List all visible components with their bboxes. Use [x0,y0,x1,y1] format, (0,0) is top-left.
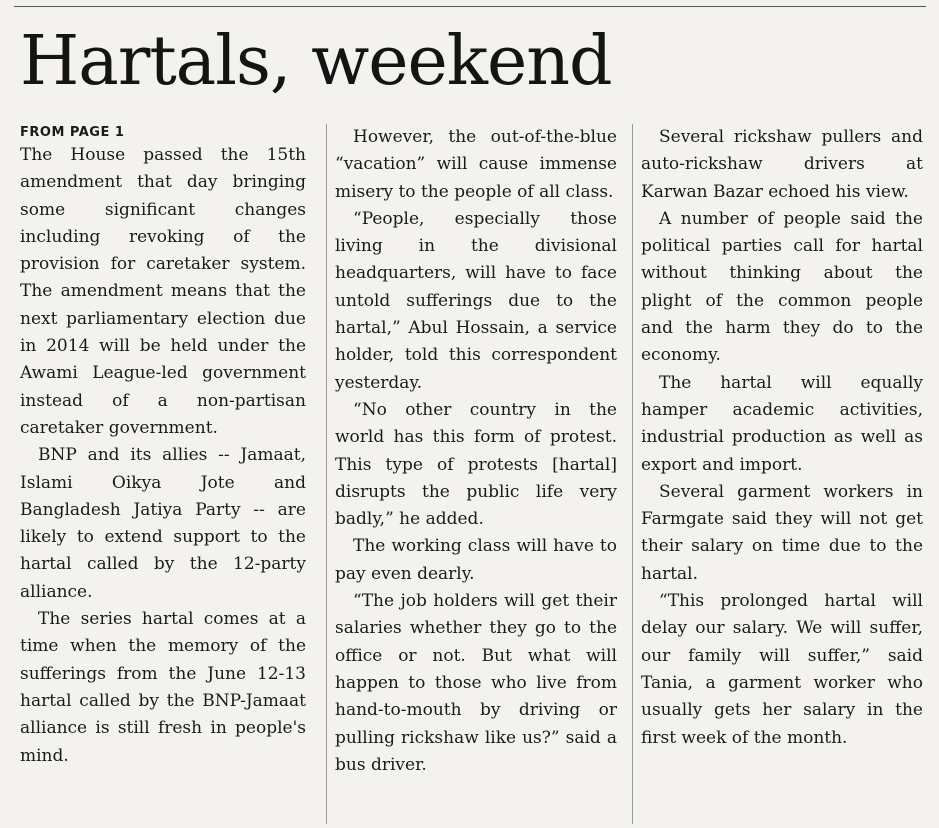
column-2 [326,124,617,824]
paragraph: A number of people said the political parties call for hartal without thinking about the plight of the common people and the harm they do to the economy. [641,208,923,366]
paragraph: “The job holders will get their salaries whether they go to the office or not. But what will happen to those who live from hand-to-mouth by driving or pulling rickshaw like us?” said a bus driver. [335,591,617,775]
paragraph: The hartal will equally hamper academic activities, industrial production as well as export and import. [641,372,923,475]
paragraph: “No other country in the world has this form of protest. This type of protests [hartal] disrupts the public life very badly,” he added. [335,399,617,530]
paragraph: Several garment workers in Farmgate said they will not get their salary on time due to the hartal. [641,481,923,584]
paragraph: However, the out-of-the-blue “vacation” will cause immense misery to the people of all class. [335,127,617,202]
headline: Hartals, weekend [20,22,612,101]
paragraph: “This prolonged hartal will delay our salary. We will suffer, our family will suffer,” said Tania, a garment worker who usually gets her salary in the first week of the month. [641,591,923,748]
paragraph: The House passed the 15th amendment that day bringing some significant changes including revoking of the provision for caretaker system. The amendment means that the next parliamentary election due in 2014 will be held under the Awami League-led government instead of a non-partisan caretaker government. [20,145,306,438]
paragraph: “People, especially those living in the divisional headquarters, will have to face untold sufferings due to the hartal,” Abul Hossain, a service holder, told this correspondent yesterday. [335,208,617,393]
top-rule [14,6,926,7]
kicker: FROM PAGE 1 [20,125,125,140]
paragraph: BNP and its allies -- Jamaat, Islami Oikya Jote and Bangladesh Jatiya Party -- are likely to extend support to the hartal called by the 12-party alliance. [20,445,306,602]
paragraph: The working class will have to pay even dearly. [335,536,617,584]
column-3 [632,124,923,824]
paragraph: The series hartal comes at a time when the memory of the sufferings from the June 12-13 hartal called by the BNP-Jamaat alliance is still fresh in people's mind. [20,609,306,766]
article-body [20,124,923,824]
paragraph: Several rickshaw pullers and auto-rickshaw drivers at Karwan Bazar echoed his view. [641,127,923,202]
